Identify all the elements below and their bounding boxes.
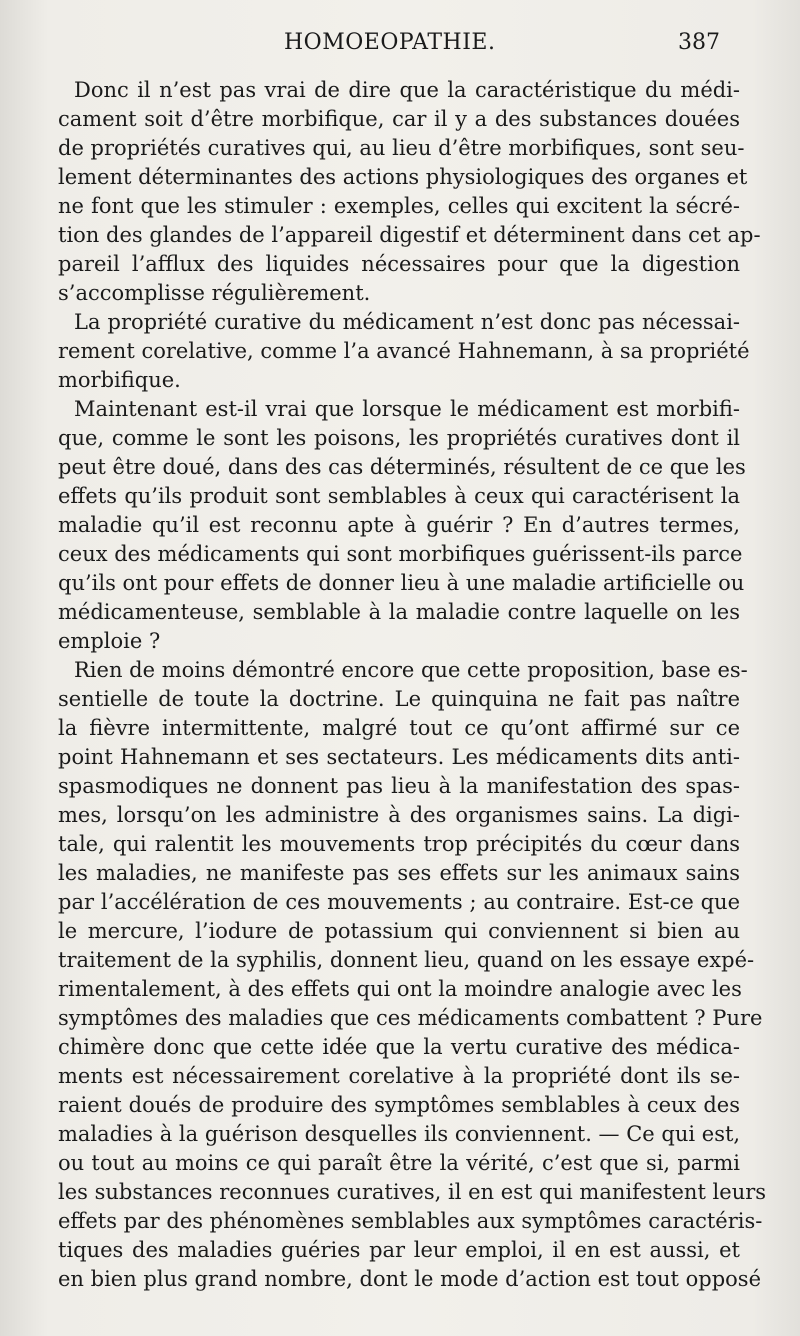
text-line: pareil l’afflux des liquides nécessaires pour que la digestion bbox=[58, 252, 740, 276]
text-line: la fièvre intermittente, malgré tout ce qu’ont affirmé sur ce bbox=[58, 716, 740, 740]
text-line: les maladies, ne manifeste pas ses effets sur les animaux sains bbox=[58, 861, 740, 885]
text-line: sentielle de toute la doctrine. Le quinquina ne fait pas naître bbox=[58, 687, 740, 711]
text-line: spasmodiques ne donnent pas lieu à la manifestation des spas- bbox=[58, 774, 740, 798]
paragraph bbox=[58, 656, 767, 1294]
text-line: les substances reconnues curatives, il en est qui manifestent leurs bbox=[58, 1180, 767, 1204]
text-line: raient doués de produire des symptômes semblables à ceux des bbox=[58, 1093, 740, 1117]
page-number: 387 bbox=[678, 30, 720, 55]
text-line: Rien de moins démontré encore que cette proposition, base es- bbox=[74, 658, 748, 682]
running-head bbox=[0, 30, 800, 62]
text-line: maladies à la guérison desquelles ils conviennent. — Ce qui est, bbox=[58, 1122, 741, 1146]
text-line: Donc il n’est pas vrai de dire que la caractéristique du médi- bbox=[74, 78, 740, 102]
text-line: traitement de la syphilis, donnent lieu, quand on les essaye expé- bbox=[58, 948, 755, 972]
text-line: en bien plus grand nombre, dont le mode d’action est tout opposé bbox=[58, 1267, 761, 1291]
text-line: symptômes des maladies que ces médicaments combattent ? Pure bbox=[58, 1006, 763, 1030]
text-line: lement déterminantes des actions physiologiques des organes et bbox=[58, 165, 748, 189]
text-line: point Hahnemann et ses sectateurs. Les médicaments dits anti- bbox=[58, 745, 740, 769]
text-line: chimère donc que cette idée que la vertu curative des médica- bbox=[58, 1035, 740, 1059]
text-line: ou tout au moins ce qui paraît être la vérité, c’est que si, parmi bbox=[58, 1151, 740, 1175]
text-line: de propriétés curatives qui, au lieu d’être morbifiques, sont seu- bbox=[58, 136, 745, 160]
paragraph bbox=[58, 76, 761, 308]
text-line: médicamenteuse, semblable à la maladie contre laquelle on les bbox=[58, 600, 740, 624]
text-line: tion des glandes de l’appareil digestif et déterminent dans cet ap- bbox=[58, 223, 761, 247]
text-line: qu’ils ont pour effets de donner lieu à une maladie artificielle ou bbox=[58, 571, 745, 595]
text-line: par l’accélération de ces mouvements ; au contraire. Est-ce que bbox=[58, 890, 740, 914]
text-line: tale, qui ralentit les mouvements trop précipités du cœur dans bbox=[58, 832, 740, 856]
text-line: ne font que les stimuler : exemples, celles qui excitent la sécré- bbox=[58, 194, 740, 218]
text-line: maladie qu’il est reconnu apte à guérir ? En d’autres termes, bbox=[58, 513, 740, 537]
text-line: le mercure, l’iodure de potassium qui conviennent si bien au bbox=[58, 919, 740, 943]
text-line: rement corelative, comme l’a avancé Hahnemann, à sa propriété bbox=[58, 339, 750, 363]
text-line: que, comme le sont les poisons, les propriétés curatives dont il bbox=[58, 426, 740, 450]
paragraph bbox=[58, 395, 746, 656]
running-title: HOMOEOPATHIE. bbox=[284, 30, 496, 55]
text-line: ments est nécessairement corelative à la propriété dont ils se- bbox=[58, 1064, 740, 1088]
text-line: La propriété curative du médicament n’est donc pas nécessai- bbox=[74, 310, 740, 334]
text-line: emploie ? bbox=[58, 629, 161, 653]
text-line: cament soit d’être morbifique, car il y a des substances douées bbox=[58, 107, 740, 131]
paragraph bbox=[58, 308, 750, 395]
text-line: morbifique. bbox=[58, 368, 181, 392]
text-line: effets par des phénomènes semblables aux symptômes caractéris- bbox=[58, 1209, 763, 1233]
text-line: Maintenant est-il vrai que lorsque le médicament est morbifi- bbox=[74, 397, 740, 421]
text-line: ceux des médicaments qui sont morbifiques guérissent-ils parce bbox=[58, 542, 743, 566]
text-line: peut être doué, dans des cas déterminés, résultent de ce que les bbox=[58, 455, 746, 479]
text-line: s’accomplisse régulièrement. bbox=[58, 281, 371, 305]
text-line: rimentalement, à des effets qui ont la moindre analogie avec les bbox=[58, 977, 742, 1001]
text-line: effets qu’ils produit sont semblables à ceux qui caractérisent la bbox=[58, 484, 740, 508]
text-line: mes, lorsqu’on les administre à des organismes sains. La digi- bbox=[58, 803, 740, 827]
body-text bbox=[58, 76, 767, 1294]
text-line: tiques des maladies guéries par leur emploi, il en est aussi, et bbox=[58, 1238, 740, 1262]
